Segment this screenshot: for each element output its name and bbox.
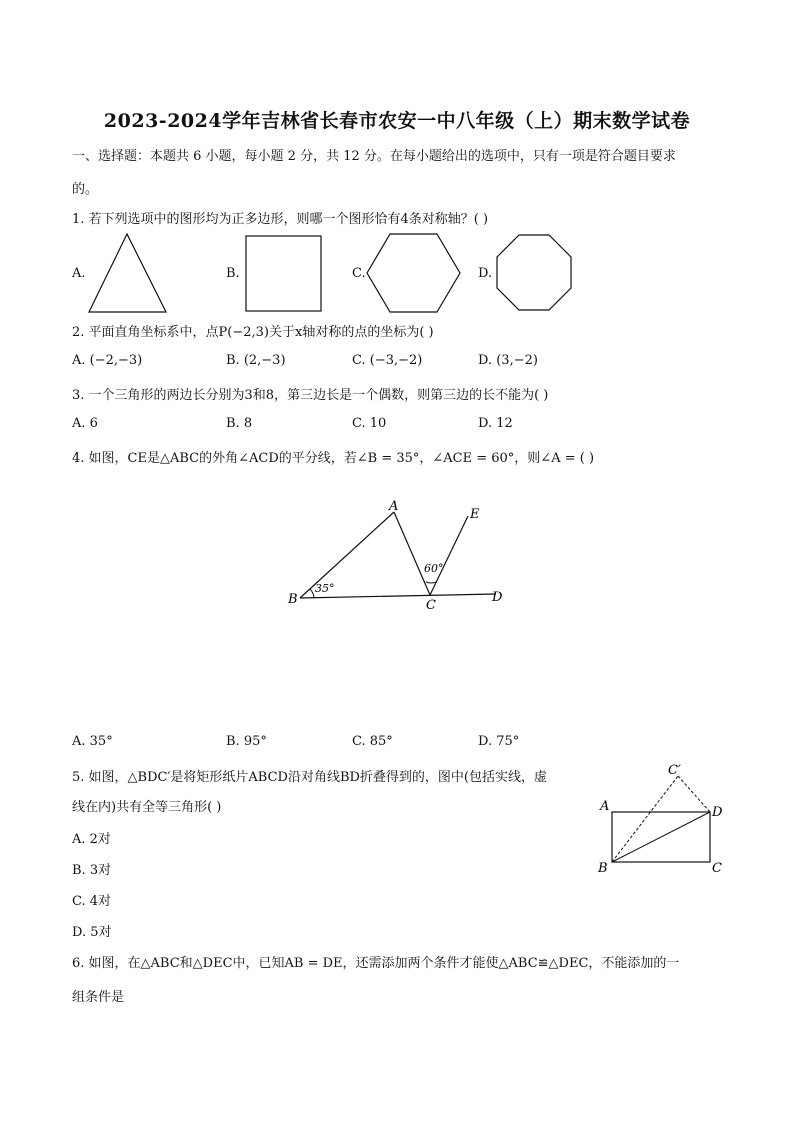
question-5-stem-line2: 线在内)共有全等三角形( )	[72, 800, 222, 815]
question-6-stem-line2: 组条件是	[72, 990, 125, 1005]
question-4-option-b: B. 95°	[226, 734, 267, 749]
question-4-option-c: C. 85°	[352, 734, 393, 749]
page-title: 2023-2024学年吉林省长春市农安一中八年级（上）期末数学试卷	[103, 110, 691, 132]
question-2-option-d: D. (3,−2)	[478, 353, 538, 368]
question-4-stem: 4. 如图，CE是△ABC的外角∠ACD的平分线，若∠B = 35°，∠ACE = 60°，则∠A = ( )	[72, 451, 595, 466]
question-1-stem: 1. 若下列选项中的图形均为正多边形，则哪一个图形恰有4条对称轴？( )	[72, 212, 489, 227]
question-4-option-d: D. 75°	[478, 734, 520, 749]
section-header-line1: 一、选择题：本题共 6 小题，每小题 2 分，共 12 分。在每小题给出的选项中，只有一项是符合题目要求	[72, 149, 676, 164]
question-1-shapes	[0, 0, 794, 330]
question-5-option-d: D. 5对	[72, 925, 112, 940]
question-5-figure	[590, 758, 730, 883]
question-3-stem: 3. 一个三角形的两边长分别为3和8，第三边长是一个偶数，则第三边的长不能为( )	[72, 388, 549, 403]
question-3-option-c: C. 10	[352, 416, 387, 431]
fig5-label-a: A	[600, 799, 610, 814]
question-2-option-b: B. (2,−3)	[226, 353, 286, 368]
octagon-icon	[497, 235, 571, 310]
fig4-angle-c: 60°	[424, 562, 444, 575]
fig4-label-e: E	[470, 507, 480, 522]
question-4-figure	[270, 490, 530, 620]
fig5-label-c: C	[712, 861, 722, 876]
question-2-stem: 2. 平面直角坐标系中，点P(−2,3)关于x轴对称的点的坐标为( )	[72, 325, 434, 340]
fig5-label-b: B	[598, 861, 608, 876]
question-2-option-a: A. (−2,−3)	[72, 353, 143, 368]
question-6-stem-line1: 6. 如图，在△ABC和△DEC中，已知AB = DE，还需添加两个条件才能使△ABC≌△DEC，不能添加的一	[72, 956, 680, 971]
question-1-option-c: C.	[352, 266, 366, 281]
question-3-option-d: D. 12	[478, 416, 513, 431]
fig5-label-d: D	[712, 805, 723, 820]
question-1-option-d: D.	[478, 266, 493, 281]
fig4-label-c: C	[426, 598, 436, 613]
square-icon	[246, 236, 321, 311]
section-header-line2: 的。	[72, 182, 99, 197]
fig4-angle-b: 35°	[315, 582, 335, 595]
question-2-option-c: C. (−3,−2)	[352, 353, 423, 368]
question-3-option-a: A. 6	[72, 416, 98, 431]
question-5-option-a: A. 2对	[72, 832, 111, 847]
fig4-label-d: D	[492, 590, 503, 605]
question-1-option-b: B.	[226, 266, 240, 281]
fig5-label-c-prime: C′	[668, 763, 681, 778]
question-5-stem-line1: 5. 如图，△BDC′是将矩形纸片ABCD沿对角线BD折叠得到的，图中(包括实线，虚	[72, 770, 548, 785]
hexagon-icon	[367, 234, 460, 312]
fig4-label-b: B	[288, 592, 298, 607]
question-1-option-a: A.	[72, 266, 86, 281]
fig4-label-a: A	[389, 499, 399, 514]
question-5-option-b: B. 3对	[72, 863, 112, 878]
question-5-option-c: C. 4对	[72, 894, 112, 909]
question-4-option-a: A. 35°	[72, 734, 113, 749]
question-3-option-b: B. 8	[226, 416, 253, 431]
triangle-icon	[89, 234, 166, 312]
